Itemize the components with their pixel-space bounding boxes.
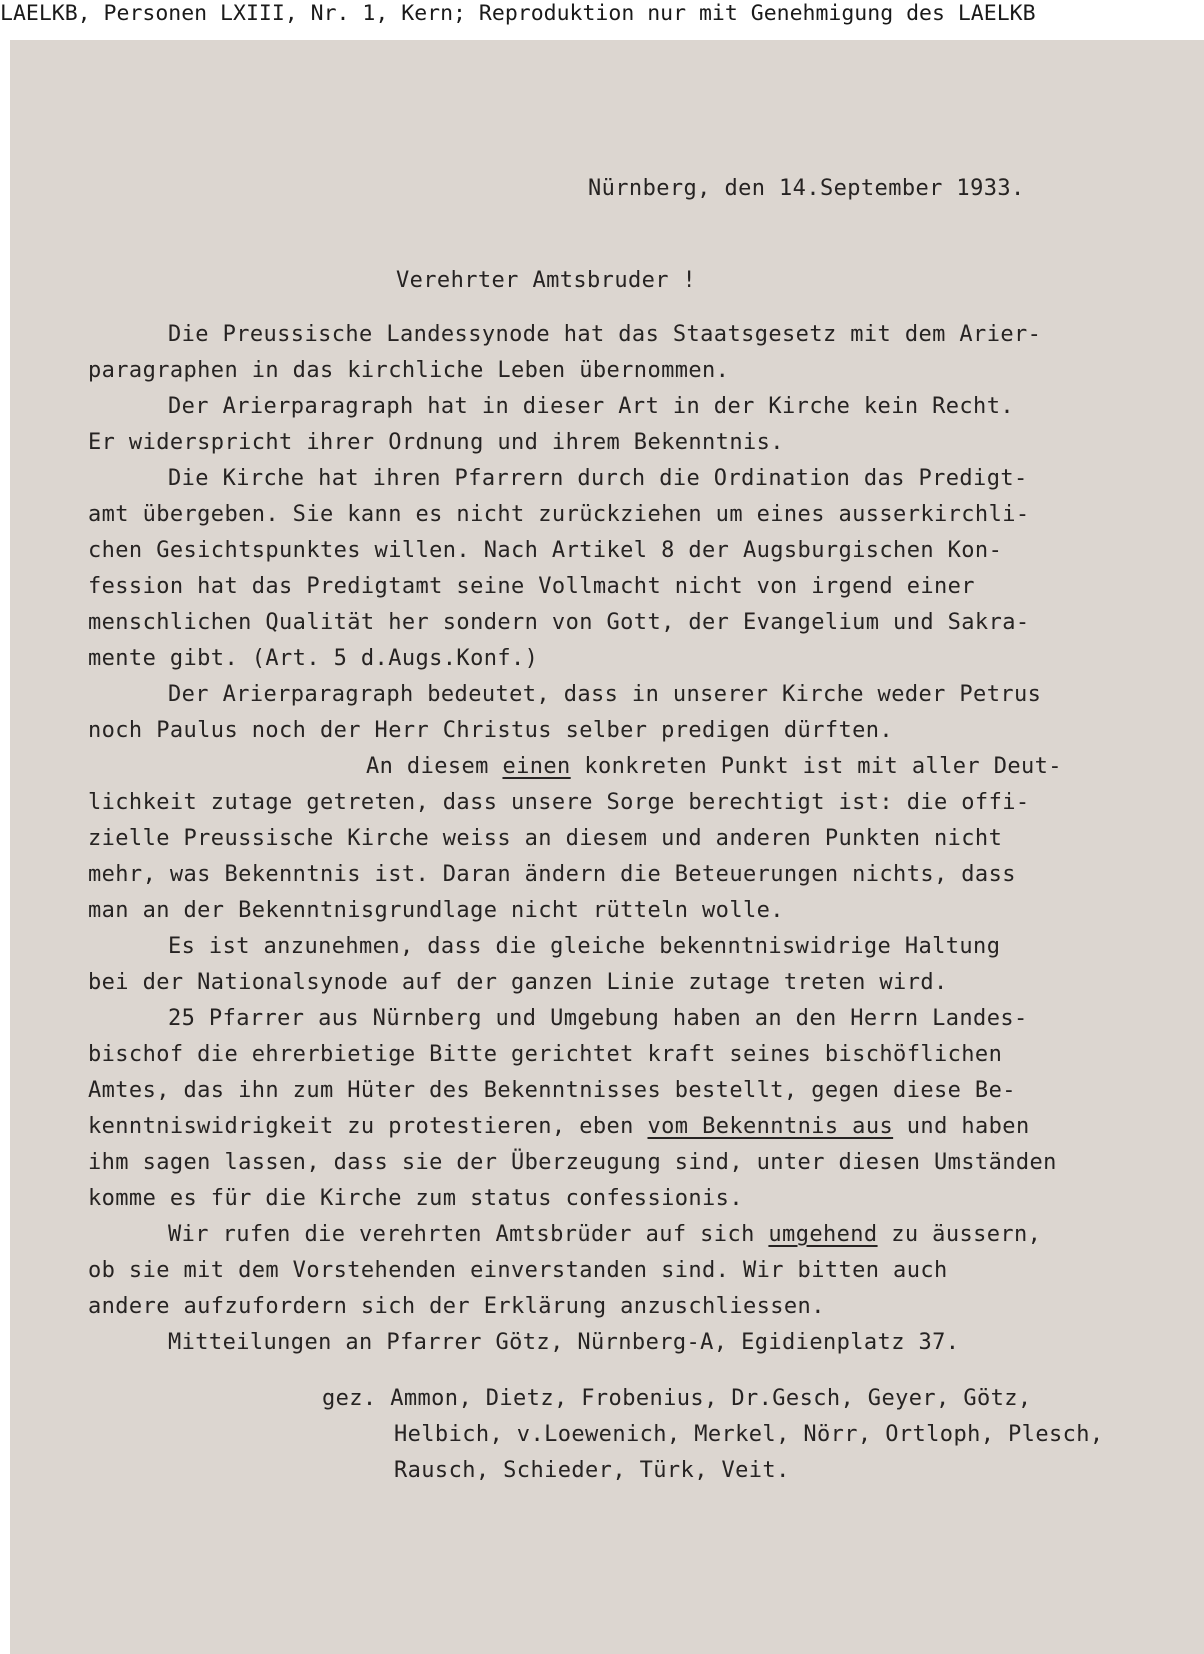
letter-line (168, 1222, 1041, 1247)
letter-line: Er widerspricht ihrer Ordnung und ihrem Bekenntnis. (88, 430, 784, 455)
letter-line: ihm sagen lassen, dass sie der Überzeugung sind, unter diesen Umständen (88, 1150, 1057, 1175)
letter-line: Die Preussische Landessynode hat das Staatsgesetz mit dem Arier- (168, 322, 1042, 347)
letter-line (88, 1114, 1030, 1139)
letter-line: bischof die ehrerbietige Bitte gerichtet kraft seines bischöflichen (88, 1042, 1003, 1067)
letter-sheet (10, 40, 1204, 1654)
date-line: Nürnberg, den 14.September 1933. (588, 176, 1025, 201)
letter-text: konkreten Punkt ist mit aller Deut- (584, 754, 1062, 779)
letter-text: und haben (906, 1114, 1030, 1139)
letter-line: ob sie mit dem Vorstehenden einverstanden sind. Wir bitten auch (88, 1258, 948, 1283)
letter-text: An diesem (366, 754, 489, 779)
letter-line: lichkeit zutage getreten, dass unsere Sorge berechtigt ist: die offi- (88, 790, 1030, 815)
letter-line: bei der Nationalsynode auf der ganzen Linie zutage treten wird. (88, 970, 948, 995)
signature-line: Helbich, v.Loewenich, Merkel, Nörr, Ortloph, Plesch, (394, 1422, 1104, 1447)
letter-line: andere aufzufordern sich der Erklärung anzuschliessen. (88, 1294, 825, 1319)
letter-text: kenntniswidrigkeit zu protestieren, (88, 1114, 566, 1139)
letter-line: menschlichen Qualität her sondern von Gott, der Evangelium und Sakra- (88, 610, 1030, 635)
letter-line: Amtes, das ihn zum Hüter des Bekenntnisses bestellt, gegen diese Be- (88, 1078, 1016, 1103)
letter-line: paragraphen in das kirchliche Leben übernommen. (88, 358, 730, 383)
archive-header: LAELKB, Personen LXIII, Nr. 1, Kern; Reproduktion nur mit Genehmigung des LAELKB (0, 0, 1204, 36)
letter-line: Die Kirche hat ihren Pfarrern durch die Ordination das Predigt- (168, 466, 1028, 491)
letter-line: mehr, was Bekenntnis ist. Daran ändern die Beteuerungen nichts, dass (88, 862, 1016, 887)
underlined-phrase: vom Bekenntnis aus (647, 1114, 894, 1139)
letter-line: Es ist anzunehmen, dass die gleiche bekenntniswidrige Haltung (168, 934, 1001, 959)
underlined-word: umgehend (768, 1222, 878, 1247)
underlined-word: einen (502, 754, 571, 779)
letter-line: man an der Bekenntnisgrundlage nicht rütteln wolle. (88, 898, 784, 923)
letter-line: Der Arierparagraph bedeutet, dass in unserer Kirche weder Petrus (168, 682, 1042, 707)
signature-line: gez. Ammon, Dietz, Frobenius, Dr.Gesch, Geyer, Götz, (322, 1386, 1032, 1411)
letter-line: noch Paulus noch der Herr Christus selber predigen dürften. (88, 718, 894, 743)
letter-line: chen Gesichtspunktes willen. Nach Artikel 8 der Augsburgischen Kon- (88, 538, 1003, 563)
letter-line: Mitteilungen an Pfarrer Götz, Nürnberg-A, Egidienplatz 37. (168, 1330, 960, 1355)
letter-line: komme es für die Kirche zum status confessionis. (88, 1186, 743, 1211)
letter-line (366, 754, 1062, 779)
letter-line: mente gibt. (Art. 5 d.Augs.Konf.) (88, 646, 539, 671)
signature-line: Rausch, Schieder, Türk, Veit. (394, 1458, 790, 1483)
letter-text: Wir rufen die verehrten Amtsbrüder auf sich (168, 1222, 755, 1247)
salutation: Verehrter Amtsbruder ! (396, 268, 697, 293)
letter-line: 25 Pfarrer aus Nürnberg und Umgebung haben an den Herrn Landes- (168, 1006, 1028, 1031)
letter-line: fession hat das Predigtamt seine Vollmacht nicht von irgend einer (88, 574, 975, 599)
letter-line: zielle Preussische Kirche weiss an diesem und anderen Punkten nicht (88, 826, 1003, 851)
letter-text: eben (579, 1114, 634, 1139)
letter-text: zu äussern, (891, 1222, 1042, 1247)
letter-line: amt übergeben. Sie kann es nicht zurückziehen um eines ausserkirchli- (88, 502, 1030, 527)
letter-line: Der Arierparagraph hat in dieser Art in der Kirche kein Recht. (168, 394, 1014, 419)
